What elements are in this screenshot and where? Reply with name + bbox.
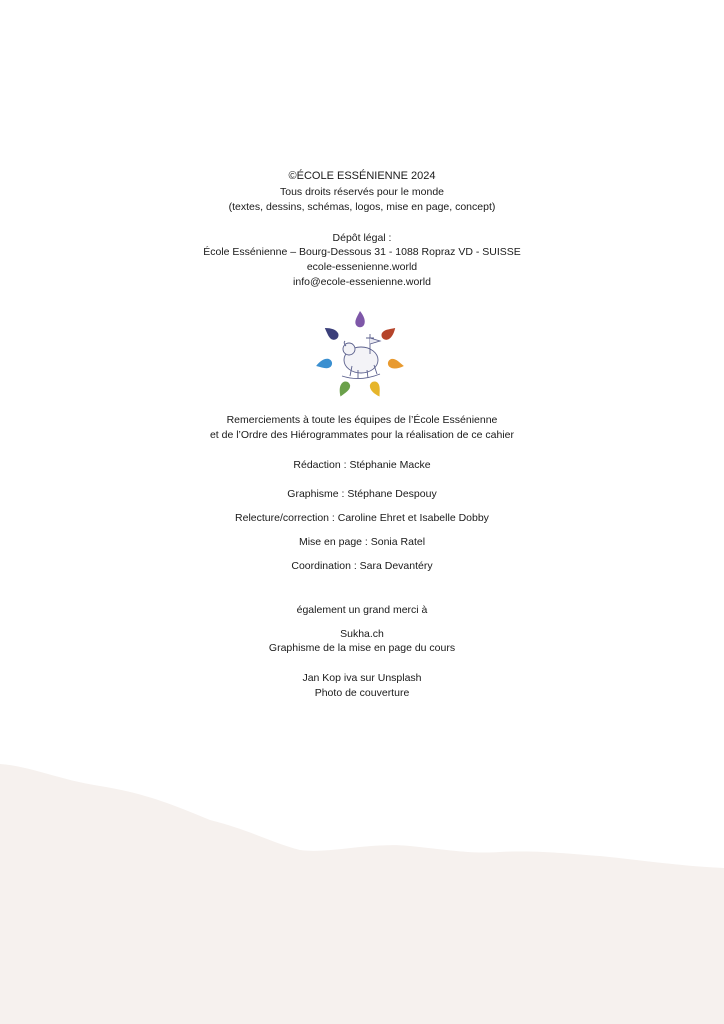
flame-icon — [368, 380, 384, 399]
copyright-title: ©ÉCOLE ESSÉNIENNE 2024 — [288, 170, 436, 182]
flame-icon — [355, 311, 364, 327]
flame-icon — [380, 324, 399, 342]
extra-thanks-heading: également un grand merci à — [296, 604, 428, 616]
credit-redaction: Rédaction : Stéphanie Macke — [293, 459, 431, 471]
lamb-and-flames-emblem-icon — [312, 310, 408, 402]
lamb-icon — [342, 334, 380, 379]
credit-mise-en-page: Mise en page : Sonia Ratel — [298, 536, 426, 548]
website-link[interactable]: ecole-essenienne.world — [306, 261, 418, 273]
flame-icon — [387, 358, 405, 371]
flame-icon — [336, 380, 352, 399]
hills-background — [0, 750, 724, 1024]
credit-graphisme: Graphisme : Stéphane Despouy — [287, 488, 437, 500]
sukha-role: Graphisme de la mise en page du cours — [268, 642, 456, 654]
sukha-name: Sukha.ch — [340, 628, 384, 640]
photo-credit-name: Jan Kop iva sur Unsplash — [302, 672, 422, 684]
legal-address: École Essénienne – Bourg-Dessous 31 - 1088 Ropraz VD - SUISSE — [203, 246, 521, 258]
thanks-line-2: et de l’Ordre des Hiérogrammates pour la réalisation de ce cahier — [209, 429, 515, 441]
legal-heading: Dépôt légal : — [332, 232, 392, 244]
credit-coordination: Coordination : Sara Devantéry — [291, 560, 433, 572]
flame-icon — [322, 324, 341, 342]
rights-scope: (textes, dessins, schémas, logos, mise en page, concept) — [228, 201, 496, 213]
credit-relecture: Relecture/correction : Caroline Ehret et Isabelle Dobby — [235, 512, 489, 524]
thanks-line-1: Remerciements à toute les équipes de l’École Essénienne — [226, 414, 498, 426]
email-link[interactable]: info@ecole-essenienne.world — [293, 276, 431, 288]
flame-icon — [315, 358, 333, 371]
photo-credit-role: Photo de couverture — [314, 687, 410, 699]
rights-line: Tous droits réservés pour le monde — [280, 186, 444, 198]
